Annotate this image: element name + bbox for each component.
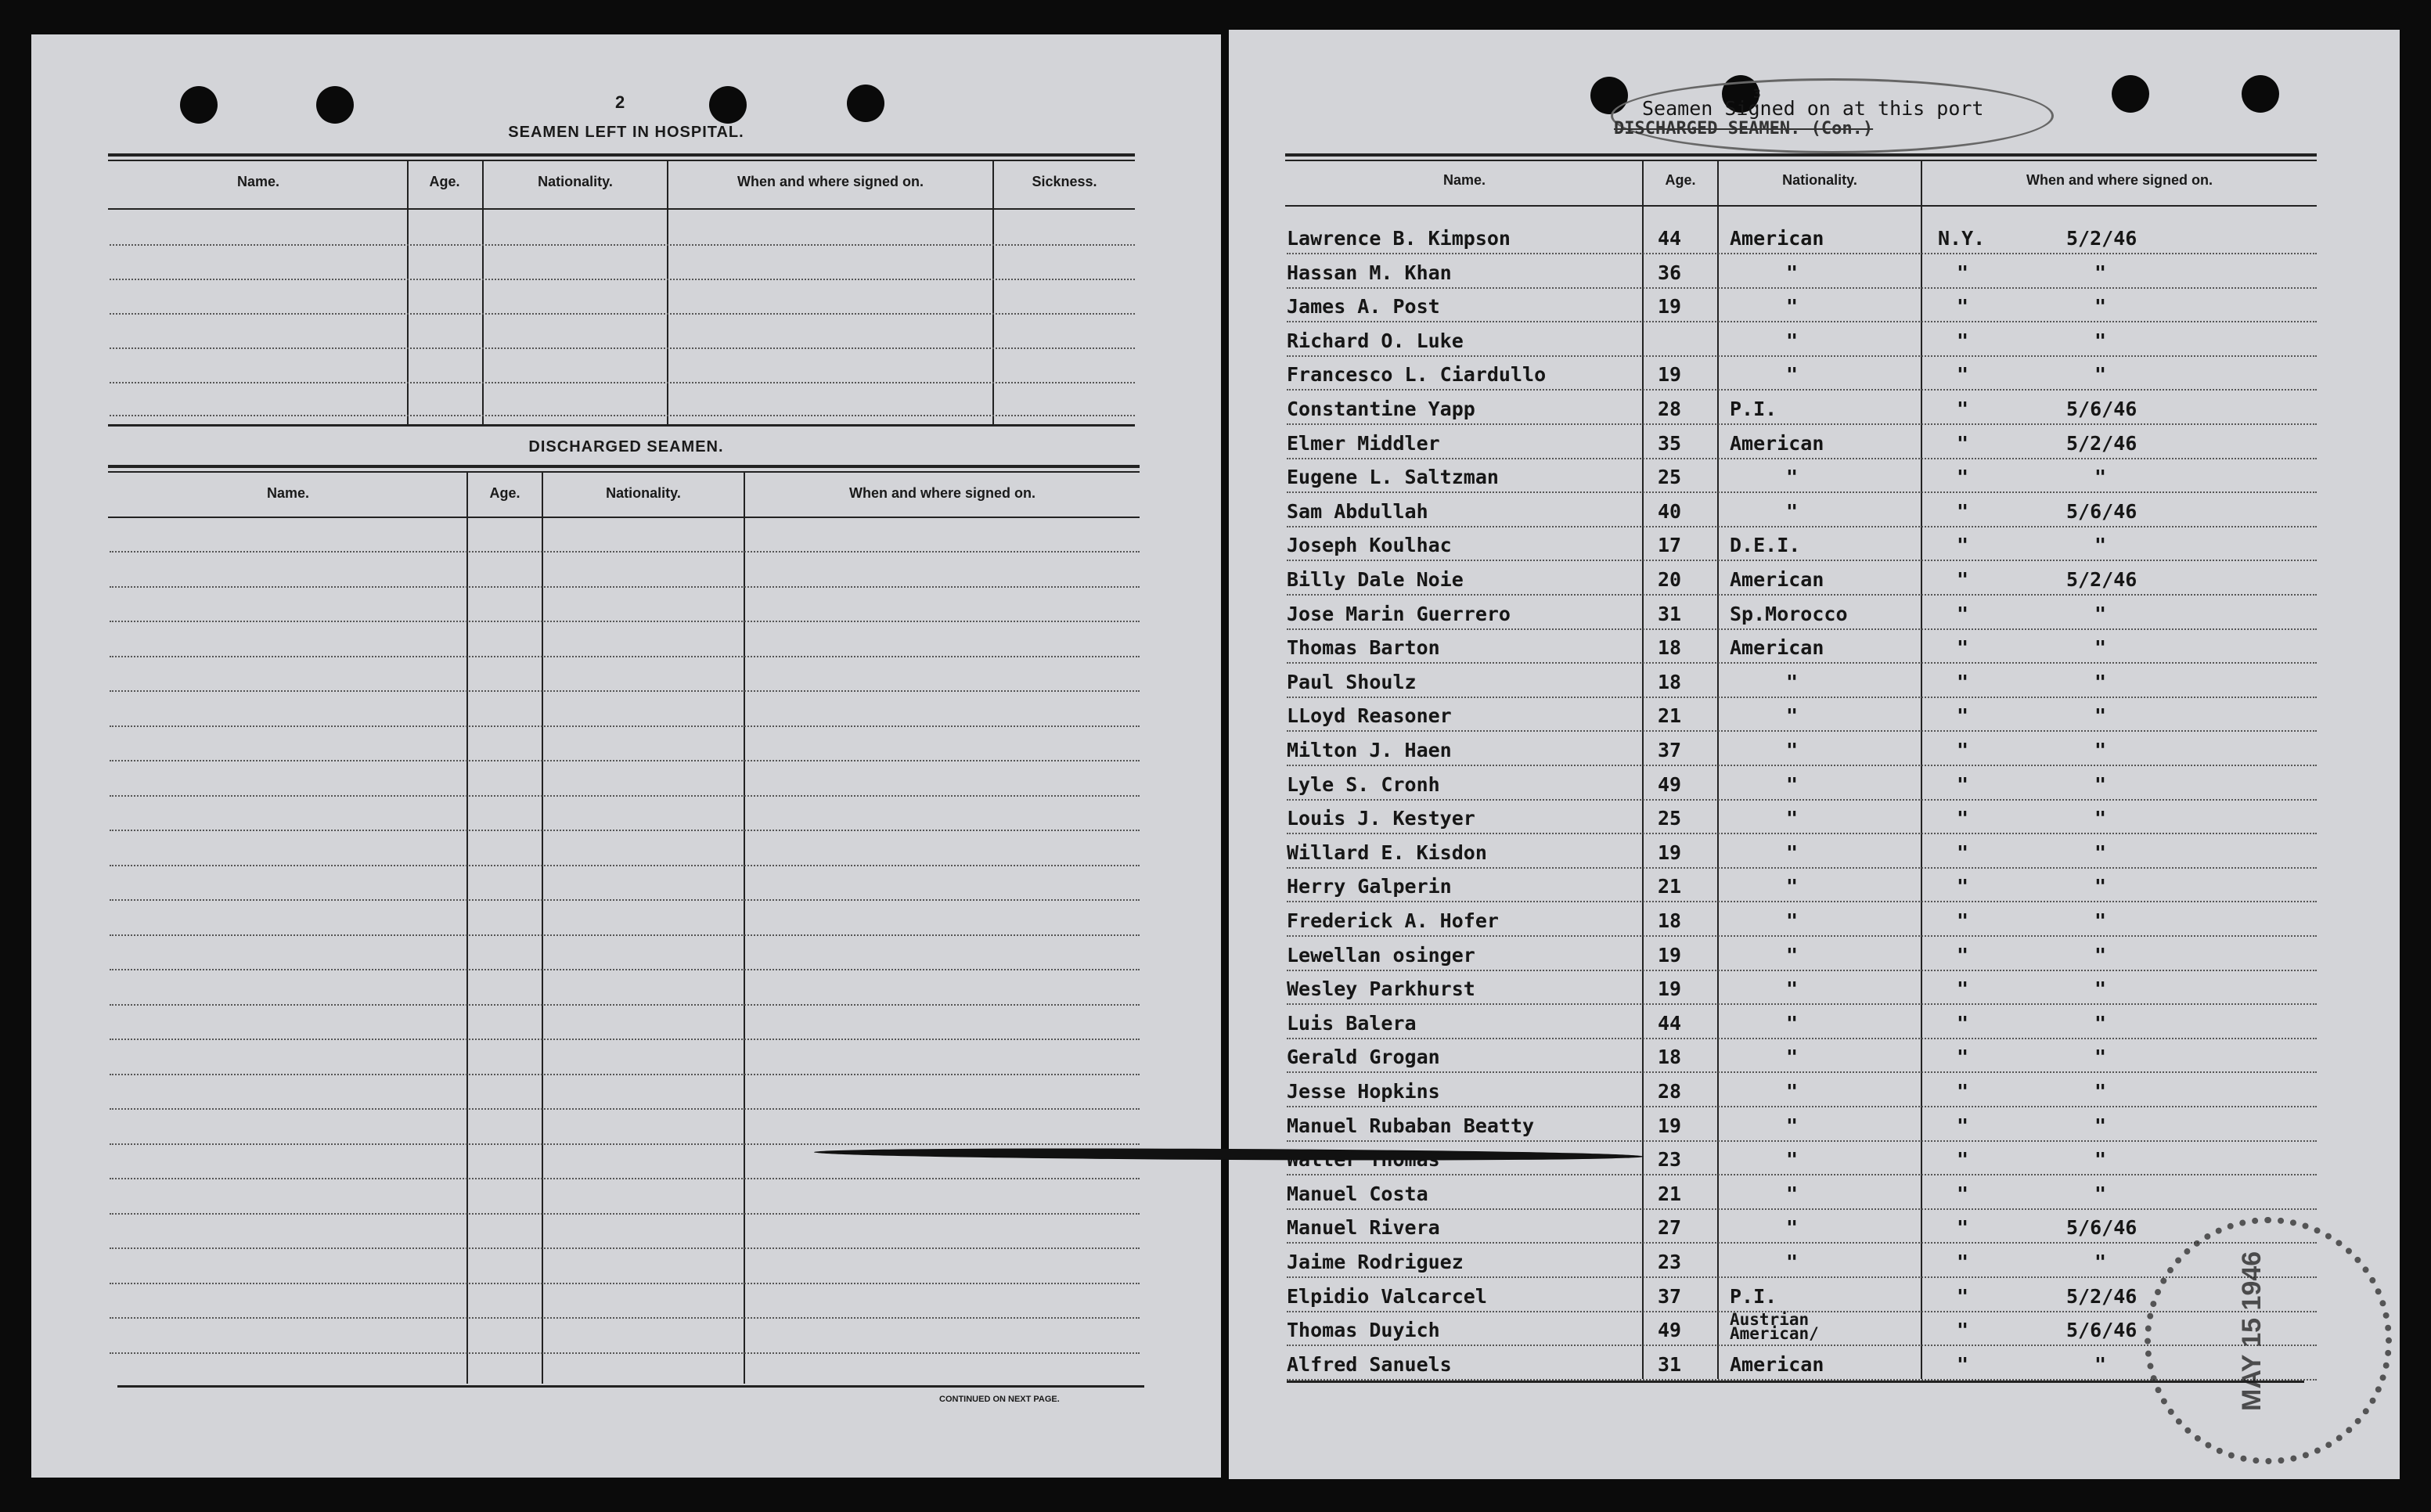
row-place: " bbox=[1957, 1251, 1969, 1273]
row-place: " bbox=[1957, 1011, 1969, 1035]
discharged-header-when: When and where signed on. bbox=[848, 485, 1036, 501]
row-age: 28 bbox=[1658, 398, 1682, 420]
row-name: Thomas Barton bbox=[1287, 636, 1440, 660]
row-date: " bbox=[2094, 636, 2107, 660]
row-nat: " bbox=[1786, 329, 1799, 352]
dotted-line bbox=[1287, 458, 2317, 459]
row-place: " bbox=[1957, 1148, 1969, 1172]
row-nat: " bbox=[1786, 977, 1799, 1001]
row-date: " bbox=[2094, 1011, 2107, 1035]
row-nat: " bbox=[1786, 466, 1799, 489]
row-place: " bbox=[1957, 1182, 1969, 1205]
dotted-line bbox=[1287, 970, 2317, 971]
dotted-line bbox=[1287, 730, 2317, 732]
hospital-header-nationality: Nationality. bbox=[538, 174, 613, 189]
dotted-line bbox=[110, 1352, 1140, 1354]
column-divider bbox=[1642, 161, 1644, 1379]
row-age: 40 bbox=[1658, 499, 1682, 523]
row-place: " bbox=[1957, 568, 1969, 591]
row-age: 21 bbox=[1658, 875, 1682, 898]
row-date: " bbox=[2094, 670, 2107, 693]
row-place: " bbox=[1957, 261, 1969, 284]
row-age: 19 bbox=[1658, 841, 1682, 864]
hospital-header-name: Name. bbox=[236, 174, 280, 189]
row-date: " bbox=[2094, 329, 2107, 352]
row-age: 28 bbox=[1658, 1080, 1682, 1103]
row-age: 37 bbox=[1658, 1284, 1682, 1308]
discharged-header-name: Name. bbox=[266, 485, 310, 501]
row-nat: " bbox=[1786, 1114, 1799, 1137]
row-name: LLoyd Reasoner bbox=[1287, 704, 1452, 728]
row-age: 18 bbox=[1658, 670, 1682, 693]
row-age: 19 bbox=[1658, 295, 1682, 319]
dotted-line bbox=[110, 725, 1140, 727]
dotted-line bbox=[1287, 765, 2317, 766]
table-rule bbox=[1285, 205, 2317, 207]
hospital-header-when: When and where signed on. bbox=[737, 174, 924, 189]
punch-hole bbox=[2242, 75, 2279, 113]
right-header-name: Name. bbox=[1442, 172, 1486, 188]
row-place: " bbox=[1957, 704, 1969, 728]
row-date: " bbox=[2094, 1114, 2107, 1137]
row-date: " bbox=[2094, 602, 2107, 625]
row-place: " bbox=[1957, 1114, 1969, 1137]
dotted-line bbox=[1287, 560, 2317, 561]
table-rule bbox=[108, 465, 1140, 468]
row-age: 18 bbox=[1658, 636, 1682, 660]
row-age: 25 bbox=[1658, 807, 1682, 830]
row-date: " bbox=[2094, 875, 2107, 898]
row-name: Wesley Parkhurst bbox=[1287, 977, 1475, 1001]
discharged-header-nationality: Nationality. bbox=[606, 485, 681, 501]
dotted-line bbox=[1287, 1106, 2317, 1107]
row-date: " bbox=[2094, 1182, 2107, 1205]
row-place: " bbox=[1957, 602, 1969, 625]
row-date: " bbox=[2094, 295, 2107, 319]
row-nat: " bbox=[1786, 909, 1799, 932]
row-nat: " bbox=[1786, 739, 1799, 761]
row-age: 19 bbox=[1658, 1114, 1682, 1137]
row-name: James A. Post bbox=[1287, 295, 1440, 319]
row-name: Willard E. Kisdon bbox=[1287, 841, 1487, 864]
row-name: Hassan M. Khan bbox=[1287, 261, 1452, 284]
row-name: Milton J. Haen bbox=[1287, 739, 1452, 761]
row-date: 5/2/46 bbox=[2066, 1284, 2137, 1308]
row-name: Joseph Koulhac bbox=[1287, 534, 1452, 557]
row-name: Richard O. Luke bbox=[1287, 329, 1464, 352]
row-date: " bbox=[2094, 534, 2107, 557]
dotted-line bbox=[1287, 1140, 2317, 1142]
row-place: " bbox=[1957, 636, 1969, 660]
struck-heading: DISCHARGED SEAMEN. (Con.) bbox=[1614, 119, 1874, 139]
row-name: Paul Shoulz bbox=[1287, 670, 1417, 693]
row-age: 19 bbox=[1658, 363, 1682, 387]
row-nat: " bbox=[1786, 1216, 1799, 1240]
row-date: 5/2/46 bbox=[2066, 227, 2137, 250]
row-age: 17 bbox=[1658, 534, 1682, 557]
row-age: 23 bbox=[1658, 1148, 1682, 1172]
dotted-line bbox=[110, 621, 1140, 622]
hospital-header-age: Age. bbox=[429, 174, 460, 189]
row-nat: " bbox=[1786, 943, 1799, 967]
row-date: " bbox=[2094, 1080, 2107, 1103]
dotted-line bbox=[110, 865, 1140, 866]
right-header-nationality: Nationality. bbox=[1782, 172, 1857, 188]
row-name: Elpidio Valcarcel bbox=[1287, 1284, 1487, 1308]
row-date: 5/2/46 bbox=[2066, 431, 2137, 455]
dotted-line bbox=[1287, 799, 2317, 801]
row-age: 49 bbox=[1658, 772, 1682, 796]
row-name: Jesse Hopkins bbox=[1287, 1080, 1440, 1103]
row-nat: " bbox=[1786, 1148, 1799, 1172]
row-date: " bbox=[2094, 363, 2107, 387]
row-nat: " bbox=[1786, 704, 1799, 728]
row-name: Luis Balera bbox=[1287, 1011, 1417, 1035]
row-age: 37 bbox=[1658, 739, 1682, 761]
dotted-line bbox=[110, 551, 1140, 553]
table-rule bbox=[1285, 153, 2317, 157]
row-place: " bbox=[1957, 1080, 1969, 1103]
row-nat: Austrian American/ bbox=[1730, 1310, 1819, 1344]
dotted-line bbox=[110, 1039, 1140, 1040]
row-age: 35 bbox=[1658, 431, 1682, 455]
row-date: 5/6/46 bbox=[2066, 1216, 2137, 1240]
row-name: Lewellan osinger bbox=[1287, 943, 1475, 967]
row-age: 19 bbox=[1658, 977, 1682, 1001]
row-name: Sam Abdullah bbox=[1287, 499, 1428, 523]
row-date: " bbox=[2094, 909, 2107, 932]
dotted-line bbox=[110, 1283, 1140, 1284]
dotted-line bbox=[1287, 389, 2317, 391]
row-age: 31 bbox=[1658, 602, 1682, 625]
dotted-line bbox=[1287, 1174, 2317, 1175]
row-place: " bbox=[1957, 466, 1969, 489]
dotted-line bbox=[110, 899, 1140, 901]
row-age: 25 bbox=[1658, 466, 1682, 489]
row-name: Gerald Grogan bbox=[1287, 1046, 1440, 1069]
dotted-line bbox=[110, 1213, 1140, 1215]
row-nat: American bbox=[1730, 431, 1824, 455]
row-age: 19 bbox=[1658, 943, 1682, 967]
row-name: Jose Marin Guerrero bbox=[1287, 602, 1511, 625]
dotted-line bbox=[110, 969, 1140, 970]
row-age: 18 bbox=[1658, 1046, 1682, 1069]
row-age: 21 bbox=[1658, 704, 1682, 728]
row-nat: " bbox=[1786, 807, 1799, 830]
row-age: 23 bbox=[1658, 1251, 1682, 1273]
row-nat: " bbox=[1786, 1046, 1799, 1069]
row-age: 44 bbox=[1658, 227, 1682, 250]
row-date: 5/6/46 bbox=[2066, 1319, 2137, 1342]
row-nat: " bbox=[1786, 261, 1799, 284]
row-place: " bbox=[1957, 363, 1969, 387]
dotted-line bbox=[1287, 594, 2317, 596]
row-date: " bbox=[2094, 1352, 2107, 1376]
row-date: " bbox=[2094, 704, 2107, 728]
dotted-line bbox=[110, 1074, 1140, 1075]
table-rule bbox=[108, 517, 1140, 518]
row-place: " bbox=[1957, 909, 1969, 932]
stamp-date: MAY 15 1946 bbox=[2237, 1251, 2267, 1411]
row-place: " bbox=[1957, 431, 1969, 455]
dotted-line bbox=[1287, 423, 2317, 425]
dotted-line bbox=[110, 313, 1135, 315]
dotted-line bbox=[110, 1004, 1140, 1006]
row-nat: American bbox=[1730, 227, 1824, 250]
dotted-line bbox=[110, 1143, 1140, 1145]
dotted-line bbox=[1287, 1071, 2317, 1073]
row-date: 5/6/46 bbox=[2066, 398, 2137, 420]
row-nat: " bbox=[1786, 1182, 1799, 1205]
dotted-line bbox=[110, 244, 1135, 246]
row-name: Frederick A. Hofer bbox=[1287, 909, 1499, 932]
row-date: 5/6/46 bbox=[2066, 499, 2137, 523]
dotted-line bbox=[1287, 321, 2317, 322]
row-date: " bbox=[2094, 977, 2107, 1001]
row-name: Francesco L. Ciardullo bbox=[1287, 363, 1547, 387]
punch-hole bbox=[847, 85, 884, 122]
row-nat: " bbox=[1786, 875, 1799, 898]
dotted-line bbox=[110, 1108, 1140, 1110]
column-divider bbox=[1717, 161, 1719, 1379]
row-age: 18 bbox=[1658, 909, 1682, 932]
row-place: " bbox=[1957, 295, 1969, 319]
dotted-line bbox=[1287, 491, 2317, 493]
row-date: " bbox=[2094, 807, 2107, 830]
dotted-line bbox=[1287, 1242, 2317, 1244]
right-header-when: When and where signed on. bbox=[2026, 172, 2213, 188]
row-place: " bbox=[1957, 670, 1969, 693]
table-rule bbox=[108, 208, 1135, 210]
row-name: Elmer Middler bbox=[1287, 431, 1440, 455]
row-name: Lyle S. Cronh bbox=[1287, 772, 1440, 796]
row-place: " bbox=[1957, 398, 1969, 420]
row-date: " bbox=[2094, 1251, 2107, 1273]
column-divider bbox=[407, 161, 409, 424]
row-age: 49 bbox=[1658, 1319, 1682, 1342]
table-rule bbox=[108, 160, 1135, 161]
row-date: " bbox=[2094, 841, 2107, 864]
table-rule bbox=[1285, 160, 2317, 161]
row-place: " bbox=[1957, 1352, 1969, 1376]
row-date: " bbox=[2094, 943, 2107, 967]
row-place: " bbox=[1957, 807, 1969, 830]
row-place: " bbox=[1957, 772, 1969, 796]
row-age: 44 bbox=[1658, 1011, 1682, 1035]
row-nat: " bbox=[1786, 772, 1799, 796]
column-divider bbox=[482, 161, 484, 424]
row-date: " bbox=[2094, 772, 2107, 796]
row-nat: American bbox=[1730, 636, 1824, 660]
row-place: " bbox=[1957, 329, 1969, 352]
row-nat: " bbox=[1786, 841, 1799, 864]
row-place: " bbox=[1957, 739, 1969, 761]
row-date: " bbox=[2094, 261, 2107, 284]
dotted-line bbox=[1287, 1208, 2317, 1210]
right-header-age: Age. bbox=[1665, 172, 1696, 188]
row-name: Louis J. Kestyer bbox=[1287, 807, 1475, 830]
dotted-line bbox=[110, 1317, 1140, 1319]
row-nat: Sp.Morocco bbox=[1730, 602, 1848, 625]
dotted-line bbox=[1287, 867, 2317, 869]
dotted-line bbox=[110, 760, 1140, 761]
row-age: 27 bbox=[1658, 1216, 1682, 1240]
row-nat: American bbox=[1730, 568, 1824, 591]
dotted-line bbox=[110, 830, 1140, 831]
row-nat: " bbox=[1786, 1080, 1799, 1103]
row-nat: P.I. bbox=[1730, 1284, 1777, 1308]
row-nat: " bbox=[1786, 670, 1799, 693]
left-page-number: 2 bbox=[615, 92, 625, 112]
punch-hole bbox=[180, 86, 218, 124]
punch-hole bbox=[316, 86, 354, 124]
dotted-line bbox=[1287, 697, 2317, 698]
row-name: Billy Dale Noie bbox=[1287, 568, 1464, 591]
row-place: " bbox=[1957, 1216, 1969, 1240]
row-name: Manuel Costa bbox=[1287, 1182, 1428, 1205]
row-place: " bbox=[1957, 1319, 1969, 1342]
row-place: N.Y. bbox=[1938, 227, 1986, 250]
dotted-line bbox=[110, 382, 1135, 383]
row-nat: " bbox=[1786, 1251, 1799, 1273]
row-date: 5/2/46 bbox=[2066, 568, 2137, 591]
row-name: Alfred Sanuels bbox=[1287, 1352, 1452, 1376]
row-nat: P.I. bbox=[1730, 398, 1777, 420]
dotted-line bbox=[110, 586, 1140, 588]
row-date: " bbox=[2094, 466, 2107, 489]
row-place: " bbox=[1957, 875, 1969, 898]
table-rule bbox=[117, 1385, 1144, 1388]
discharged-title: DISCHARGED SEAMEN. bbox=[528, 438, 724, 455]
dotted-line bbox=[110, 656, 1140, 657]
column-divider bbox=[667, 161, 668, 424]
dotted-line bbox=[1287, 935, 2317, 937]
continued-note: CONTINUED ON NEXT PAGE. bbox=[939, 1395, 1060, 1404]
dotted-line bbox=[1287, 833, 2317, 834]
row-place: " bbox=[1957, 977, 1969, 1001]
row-age: 36 bbox=[1658, 261, 1682, 284]
dotted-line bbox=[1287, 526, 2317, 527]
date-stamp bbox=[2145, 1217, 2392, 1464]
row-name: Eugene L. Saltzman bbox=[1287, 466, 1499, 489]
punch-hole bbox=[709, 86, 747, 124]
row-name: Thomas Duyich bbox=[1287, 1319, 1440, 1342]
dotted-line bbox=[110, 795, 1140, 797]
dotted-line bbox=[110, 347, 1135, 349]
row-date: " bbox=[2094, 1046, 2107, 1069]
column-divider bbox=[992, 161, 994, 424]
hospital-title: SEAMEN LEFT IN HOSPITAL. bbox=[508, 124, 744, 141]
dotted-line bbox=[1287, 628, 2317, 630]
hospital-header-sickness: Sickness. bbox=[1032, 174, 1097, 189]
row-nat: D.E.I. bbox=[1730, 534, 1801, 557]
dotted-line bbox=[110, 1247, 1140, 1249]
table-rule bbox=[108, 153, 1135, 157]
right-page-number: 3 bbox=[1753, 86, 1761, 101]
row-name: Jaime Rodriguez bbox=[1287, 1251, 1464, 1273]
row-name: Lawrence B. Kimpson bbox=[1287, 227, 1511, 250]
table-rule bbox=[108, 424, 1135, 427]
dotted-line bbox=[110, 279, 1135, 280]
dotted-line bbox=[1287, 901, 2317, 902]
dotted-line bbox=[110, 415, 1135, 416]
punch-hole bbox=[2112, 75, 2149, 113]
row-place: " bbox=[1957, 534, 1969, 557]
row-name: Herry Galperin bbox=[1287, 875, 1452, 898]
row-place: " bbox=[1957, 1284, 1969, 1308]
dotted-line bbox=[1287, 1003, 2317, 1005]
row-nat: " bbox=[1786, 1011, 1799, 1035]
left-page bbox=[31, 34, 1221, 1478]
row-nat: " bbox=[1786, 295, 1799, 319]
row-age: 20 bbox=[1658, 568, 1682, 591]
dotted-line bbox=[110, 934, 1140, 936]
dotted-line bbox=[1287, 355, 2317, 357]
discharged-header-age: Age. bbox=[489, 485, 520, 501]
dotted-line bbox=[1287, 253, 2317, 254]
row-name: Constantine Yapp bbox=[1287, 398, 1475, 420]
dotted-line bbox=[1287, 1038, 2317, 1039]
row-place: " bbox=[1957, 943, 1969, 967]
row-name: Manuel Rivera bbox=[1287, 1216, 1440, 1240]
dotted-line bbox=[110, 1178, 1140, 1179]
row-nat: " bbox=[1786, 499, 1799, 523]
row-nat: " bbox=[1786, 363, 1799, 387]
row-date: " bbox=[2094, 1148, 2107, 1172]
row-age: 21 bbox=[1658, 1182, 1682, 1205]
column-divider bbox=[1921, 161, 1922, 1379]
table-rule bbox=[108, 471, 1140, 473]
row-nat: American bbox=[1730, 1352, 1824, 1376]
row-place: " bbox=[1957, 841, 1969, 864]
row-name: Manuel Rubaban Beatty bbox=[1287, 1114, 1535, 1137]
right-page-heading: Seamen Signed on at this port bbox=[1642, 97, 1984, 120]
row-place: " bbox=[1957, 1046, 1969, 1069]
dotted-line bbox=[1287, 662, 2317, 664]
row-place: " bbox=[1957, 499, 1969, 523]
dotted-line bbox=[110, 690, 1140, 692]
row-date: " bbox=[2094, 739, 2107, 761]
dotted-line bbox=[1287, 287, 2317, 289]
row-age: 31 bbox=[1658, 1352, 1682, 1376]
